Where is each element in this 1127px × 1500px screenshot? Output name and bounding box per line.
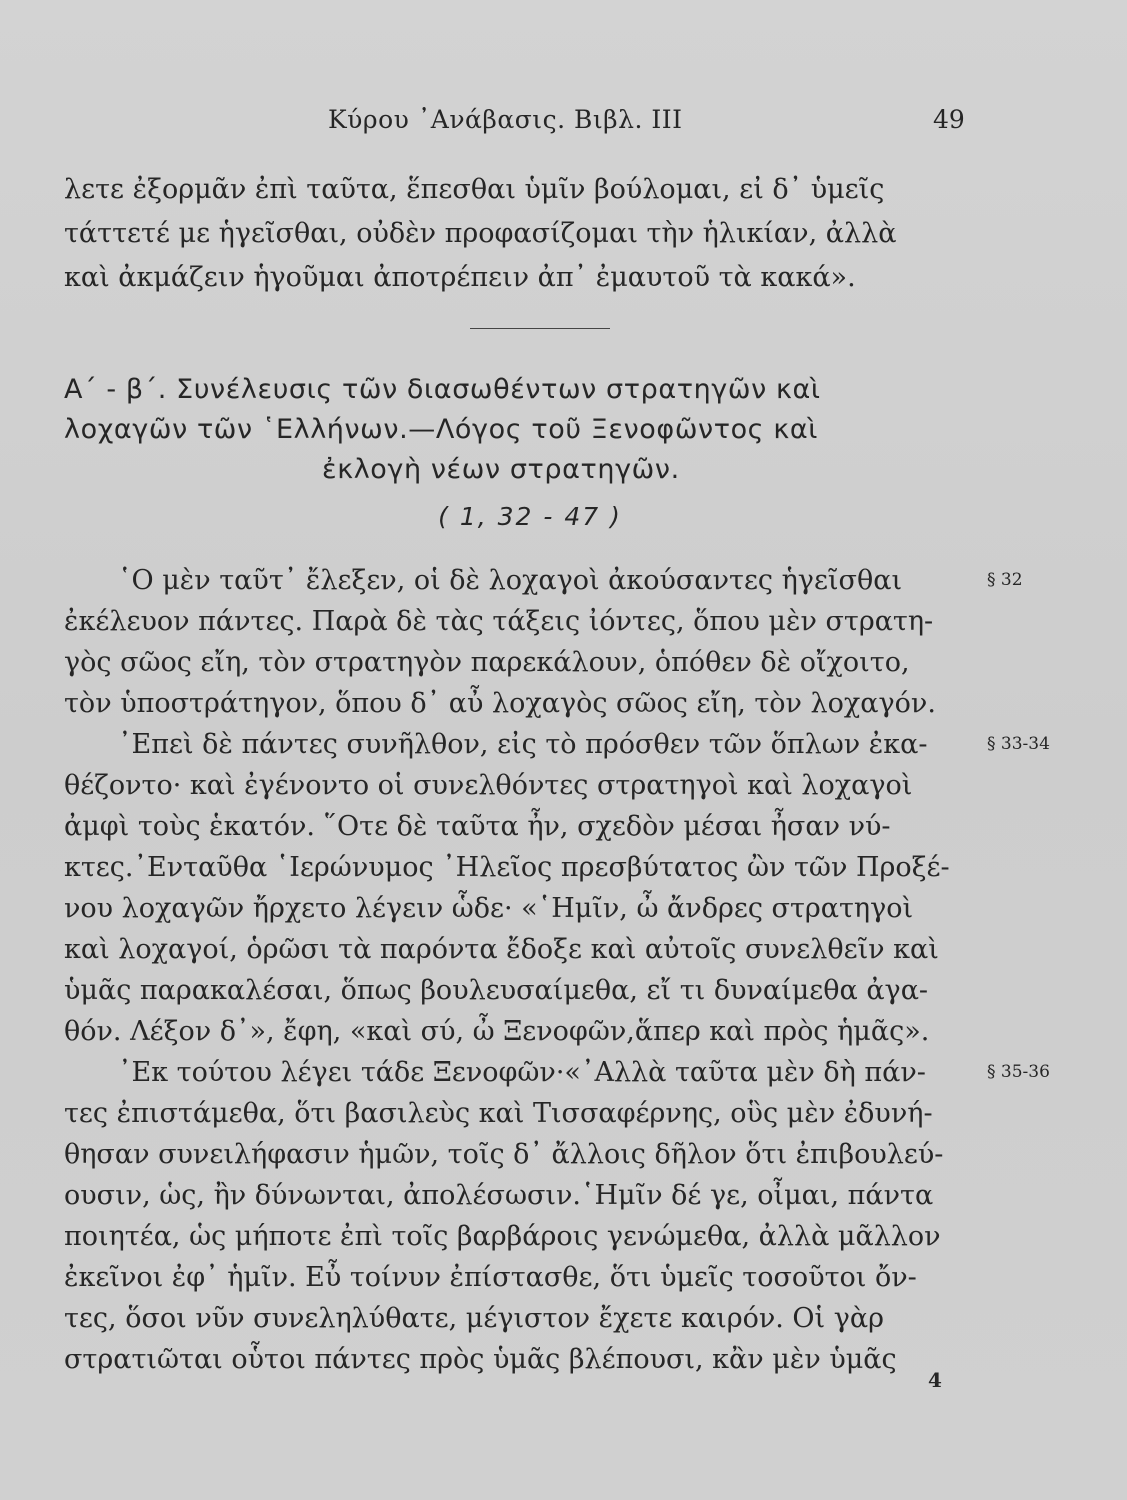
text-line: τάττετέ με ἡγεῖσθαι, οὐδὲν προφασίζομαι τὴν ἡλικίαν, ἀλλὰ [64,218,897,249]
section-divider [470,328,610,329]
text-line: θόν. Λέξον δ᾿», ἔφη, «καὶ σύ, ὦ Ξενοφῶν,ἅπερ καὶ πρὸς ἡμᾶς». [64,1016,930,1047]
margin-section-ref: § 35-36 [987,1062,1050,1082]
text-line: κτες.᾿Ενταῦθα ῾Ιερώνυμος ᾿Ηλεῖος πρεσβύτατος ὢν τῶν Προξέ- [64,852,950,883]
text-line: τες ἐπιστάμεθα, ὅτι βασιλεὺς καὶ Τισσαφέρνης, οὓς μὲν ἐδυνή- [64,1098,933,1129]
section-heading-line: λοχαγῶν τῶν ῾Ελλήνων.—Λόγος τοῦ Ξενοφῶντος καὶ [64,414,818,445]
text-line: ὑμᾶς παρακαλέσαι, ὅπως βουλευσαίμεθα, εἴ τι δυναίμεθα ἀγα- [64,975,929,1006]
section-range: ( 1, 32 - 47 ) [438,502,622,531]
text-line: καὶ ἀκμάζειν ἡγοῦμαι ἀποτρέπειν ἀπ᾿ ἐμαυτοῦ τὰ κακά». [64,262,856,293]
text-line: ουσιν, ὡς, ἢν δύνωνται, ἀπολέσωσιν.῾Ημῖν δέ γε, οἶμαι, πάντα [64,1180,934,1211]
margin-section-ref: § 32 [987,570,1023,590]
text-line: τὸν ὑποστράτηγον, ὅπου δ᾿ αὖ λοχαγὸς σῶος εἴη, τὸν λοχαγόν. [64,688,936,719]
signature-mark: 4 [928,1368,942,1392]
text-line: ἐκεῖνοι ἐφ᾿ ἡμῖν. Εὖ τοίνυν ἐπίστασθε, ὅτι ὑμεῖς τοσοῦτοι ὄν- [64,1262,917,1293]
text-line: γὸς σῶος εἴη, τὸν στρατηγὸν παρεκάλουν, ὁπόθεν δὲ οἴχοιτο, [64,647,910,678]
text-line: νου λοχαγῶν ἤρχετο λέγειν ὧδε· «῾Ημῖν, ὦ ἄνδρες στρατηγοὶ [64,893,914,924]
text-line: θησαν συνειλήφασιν ἡμῶν, τοῖς δ᾿ ἄλλοις δῆλον ὅτι ἐπιβουλεύ- [64,1139,944,1170]
text-line: ἀμφὶ τοὺς ἑκατόν. ῞Οτε δὲ ταῦτα ἦν, σχεδὸν μέσαι ἦσαν νύ- [64,811,891,842]
text-line: καὶ λοχαγοί, ὁρῶσι τὰ παρόντα ἔδοξε καὶ αὐτοῖς συνελθεῖν καὶ [64,934,939,965]
text-line: ᾿Επεὶ δὲ πάντες συνῆλθον, εἰς τὸ πρόσθεν τῶν ὅπλων ἐκα- [118,729,928,760]
text-line: λετε ἐξορμᾶν ἐπὶ ταῦτα, ἕπεσθαι ὑμῖν βούλομαι, εἰ δ᾿ ὑμεῖς [64,174,885,205]
text-line: τες, ὅσοι νῦν συνεληλύθατε, μέγιστον ἔχετε καιρόν. Οἱ γὰρ [64,1303,884,1334]
text-line: στρατιῶται οὗτοι πάντες πρὸς ὑμᾶς βλέπουσι, κἂν μὲν ὑμᾶς [64,1344,897,1375]
page-number: 49 [933,105,965,134]
margin-section-ref: § 33-34 [987,734,1050,754]
section-heading-line: ἐκλογὴ νέων στρατηγῶν. [322,454,680,485]
section-heading-line: Α΄ - β΄. Συνέλευσις τῶν διασωθέντων στρατηγῶν καὶ [64,374,821,405]
text-line: θέζοντο· καὶ ἐγένοντο οἱ συνελθόντες στρατηγοὶ καὶ λοχαγοὶ [64,770,913,801]
running-header-title: Κύρου ᾿Ανάβασις. Βιβλ. ΙΙΙ [328,105,683,134]
text-line: ῾Ο μὲν ταῦτ᾿ ἔλεξεν, οἱ δὲ λοχαγοὶ ἀκούσαντες ἡγεῖσθαι [118,565,903,596]
text-line: ἐκέλευον πάντες. Παρὰ δὲ τὰς τάξεις ἰόντες, ὅπου μὲν στρατη- [64,606,934,637]
text-line: ᾿Εκ τούτου λέγει τάδε Ξενοφῶν·«᾿Αλλὰ ταῦτα μὲν δὴ πάν- [118,1057,926,1088]
text-line: ποιητέα, ὡς μήποτε ἐπὶ τοῖς βαρβάροις γενώμεθα, ἀλλὰ μᾶλλον [64,1221,941,1252]
